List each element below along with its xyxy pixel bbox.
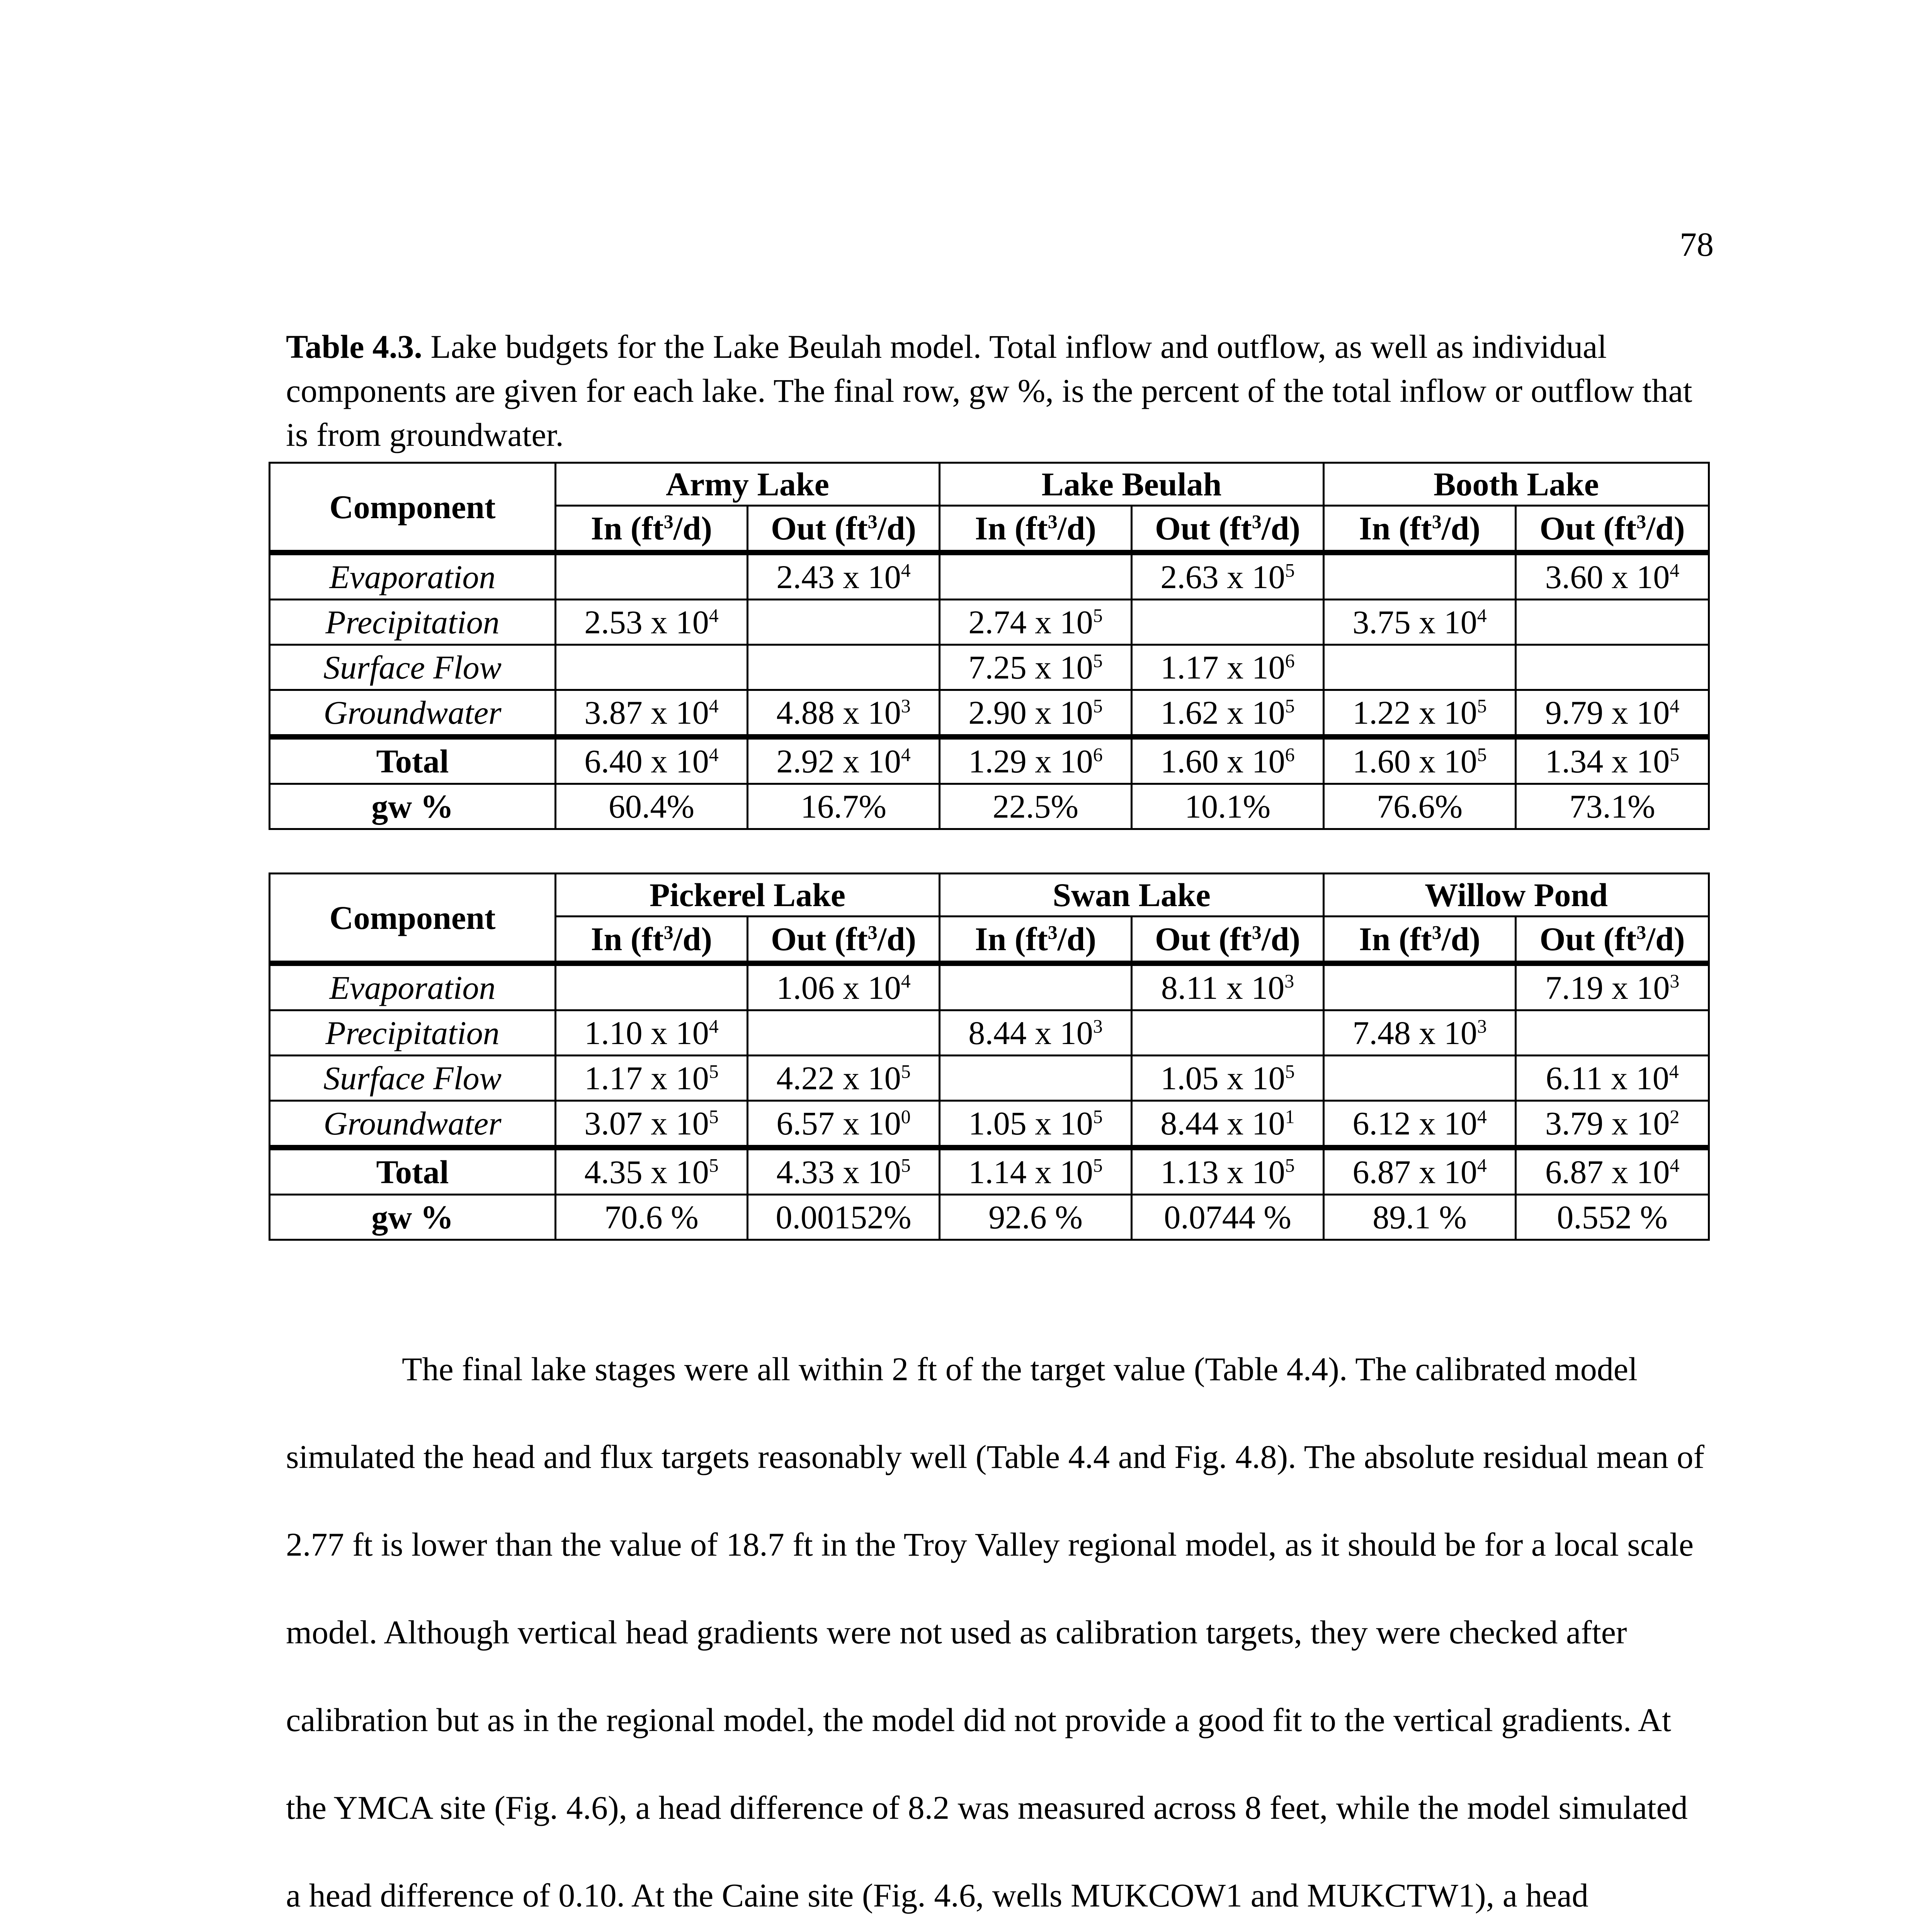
table-row	[270, 690, 1709, 737]
table-cell: 2.74 x $10^5$	[940, 600, 1132, 645]
table-cell	[1324, 553, 1516, 600]
table-caption	[286, 325, 1708, 457]
lake-header: Lake Beulah	[940, 463, 1324, 506]
table-cell: 6.57 x $10^0$	[748, 1101, 940, 1148]
column-header: Out $(ft^3/d)$	[1132, 506, 1324, 553]
table-cell: 89.1 %	[1324, 1195, 1516, 1240]
row-label: Surface Flow	[270, 645, 556, 690]
row-label: Groundwater	[270, 1101, 556, 1148]
column-header: In $(ft^3/d)$	[940, 506, 1132, 553]
column-header: Out $(ft^3/d)$	[748, 506, 940, 553]
column-header: In $(ft^3/d)$	[1324, 917, 1516, 964]
table-cell: 6.12 x $10^4$	[1324, 1101, 1516, 1148]
table-row	[270, 553, 1709, 600]
table-cell: 1.22 x $10^5$	[1324, 690, 1516, 737]
table-cell: 73.1%	[1516, 784, 1709, 829]
table-cell: 3.79 x $10^2$	[1516, 1101, 1709, 1148]
caption-text: Lake budgets for the Lake Beulah model. Total inflow and outflow, as well as individual components are given for each lake. The final row, gw %, is the percent of the total inflow or outflow that is from groundwater.	[286, 328, 1692, 453]
table-cell	[1132, 1010, 1324, 1056]
column-header: Out $(ft^3/d)$	[1132, 917, 1324, 964]
table-cell	[556, 963, 748, 1010]
lake-header: Army Lake	[556, 463, 940, 506]
column-header: In $(ft^3/d)$	[556, 506, 748, 553]
caption-label: Table 4.3.	[286, 328, 422, 365]
table-cell: 2.63 x $10^5$	[1132, 553, 1324, 600]
table-cell	[1516, 1010, 1709, 1056]
table-cell: 8.11 x $10^3$	[1132, 963, 1324, 1010]
row-label: Precipitation	[270, 1010, 556, 1056]
table-row	[270, 1101, 1709, 1148]
table-row	[270, 1148, 1709, 1195]
row-label: Evaporation	[270, 553, 556, 600]
table-row	[270, 600, 1709, 645]
table-cell: 1.10 x $10^4$	[556, 1010, 748, 1056]
table-cell: 1.29 x $10^6$	[940, 737, 1132, 784]
column-header: In $(ft^3/d)$	[940, 917, 1132, 964]
lake-budget-table-2	[269, 872, 1710, 1241]
table-cell: 7.25 x $10^5$	[940, 645, 1132, 690]
table-cell: 8.44 x $10^3$	[940, 1010, 1132, 1056]
table-cell: 7.19 x $10^3$	[1516, 963, 1709, 1010]
table-cell: 7.48 x $10^3$	[1324, 1010, 1516, 1056]
table-cell: 1.05 x $10^5$	[940, 1101, 1132, 1148]
lake-header: Swan Lake	[940, 874, 1324, 917]
row-label: Groundwater	[270, 690, 556, 737]
table-cell: 70.6 %	[556, 1195, 748, 1240]
table-row	[270, 1056, 1709, 1101]
table-cell: 0.0744 %	[1132, 1195, 1324, 1240]
table-cell: 8.44 x $10^1$	[1132, 1101, 1324, 1148]
table-cell: 92.6 %	[940, 1195, 1132, 1240]
table-cell	[1324, 963, 1516, 1010]
row-label: Evaporation	[270, 963, 556, 1010]
table-cell: 4.33 x $10^5$	[748, 1148, 940, 1195]
table-cell	[1516, 600, 1709, 645]
table-cell: 9.79 x $10^4$	[1516, 690, 1709, 737]
column-header: Out $(ft^3/d)$	[748, 917, 940, 964]
column-header: Out $(ft^3/d)$	[1516, 506, 1709, 553]
table-cell	[940, 963, 1132, 1010]
table-cell: 3.87 x $10^4$	[556, 690, 748, 737]
table-cell: 2.43 x $10^4$	[748, 553, 940, 600]
table-cell: 2.92 x $10^4$	[748, 737, 940, 784]
table-cell: 4.88 x $10^3$	[748, 690, 940, 737]
table-cell: 1.17 x $10^6$	[1132, 645, 1324, 690]
table-row	[270, 1195, 1709, 1240]
table-cell	[1324, 1056, 1516, 1101]
table-cell: 4.35 x $10^5$	[556, 1148, 748, 1195]
row-label: Total	[270, 737, 556, 784]
row-label: Total	[270, 1148, 556, 1195]
table-cell: 3.07 x $10^5$	[556, 1101, 748, 1148]
table-cell	[748, 645, 940, 690]
table-row	[270, 737, 1709, 784]
row-label: Surface Flow	[270, 1056, 556, 1101]
lake-header: Booth Lake	[1324, 463, 1709, 506]
table-cell: 1.34 x $10^5$	[1516, 737, 1709, 784]
table-row	[270, 963, 1709, 1010]
table-cell: 76.6%	[1324, 784, 1516, 829]
table-cell: 1.62 x $10^5$	[1132, 690, 1324, 737]
page-number: 78	[1680, 226, 1714, 264]
body-paragraph	[286, 1325, 1708, 1932]
lake-header: Pickerel Lake	[556, 874, 940, 917]
table-cell: 2.90 x $10^5$	[940, 690, 1132, 737]
table-cell: 4.22 x $10^5$	[748, 1056, 940, 1101]
table-cell: 1.60 x $10^6$	[1132, 737, 1324, 784]
table-cell: 1.60 x $10^5$	[1324, 737, 1516, 784]
table-cell: 3.60 x $10^4$	[1516, 553, 1709, 600]
table-cell: 6.11 x $10^4$	[1516, 1056, 1709, 1101]
table-cell	[940, 1056, 1132, 1101]
table-cell: 6.87 x $10^4$	[1516, 1148, 1709, 1195]
component-header: Component	[270, 874, 556, 964]
table-cell: 6.40 x $10^4$	[556, 737, 748, 784]
table-row	[270, 1010, 1709, 1056]
lake-budget-table-1	[269, 462, 1710, 830]
table-cell	[1132, 600, 1324, 645]
table-cell	[748, 1010, 940, 1056]
table-cell: 2.53 x $10^4$	[556, 600, 748, 645]
table-cell	[1516, 645, 1709, 690]
table-cell	[940, 553, 1132, 600]
table-row	[270, 645, 1709, 690]
table-cell: 1.14 x $10^5$	[940, 1148, 1132, 1195]
row-label: gw %	[270, 1195, 556, 1240]
table-cell: 6.87 x $10^4$	[1324, 1148, 1516, 1195]
table-cell	[556, 645, 748, 690]
table-cell: 1.06 x $10^4$	[748, 963, 940, 1010]
table-cell: 22.5%	[940, 784, 1132, 829]
body-paragraph-text: The final lake stages were all within 2 ft of the target value (Table 4.4). The calibrated model simulated the head and flux targets reasonably well (Table 4.4 and Fig. 4.8). The absolute residual mean of 2.77 ft is lower than the value of 18.7 ft in the Troy Valley regional model, as it should be for a local scale model. Although vertical head gradients were not used as calibration targets, they were checked after calibration but as in the regional model, the model did not provide a good fit to the vertical gradients. At the YMCA site (Fig. 4.6), a head difference of 8.2 was measured across 8 feet, while the model simulated a head difference of 0.10. At the Caine site (Fig. 4.6, wells MUKCOW1 and MUKCTW1), a head	[286, 1350, 1705, 1914]
row-label: gw %	[270, 784, 556, 829]
table-cell	[556, 553, 748, 600]
table-cell: 0.552 %	[1516, 1195, 1709, 1240]
table-cell	[1324, 645, 1516, 690]
table-cell	[748, 600, 940, 645]
column-header: In $(ft^3/d)$	[556, 917, 748, 964]
table-cell: 60.4%	[556, 784, 748, 829]
lake-header: Willow Pond	[1324, 874, 1709, 917]
table-cell: 16.7%	[748, 784, 940, 829]
table-cell: 1.05 x $10^5$	[1132, 1056, 1324, 1101]
column-header: In $(ft^3/d)$	[1324, 506, 1516, 553]
table-cell: 0.00152%	[748, 1195, 940, 1240]
column-header: Out $(ft^3/d)$	[1516, 917, 1709, 964]
component-header: Component	[270, 463, 556, 553]
table-cell: 10.1%	[1132, 784, 1324, 829]
row-label: Precipitation	[270, 600, 556, 645]
table-cell: 1.17 x $10^5$	[556, 1056, 748, 1101]
table-cell: 1.13 x $10^5$	[1132, 1148, 1324, 1195]
table-cell: 3.75 x $10^4$	[1324, 600, 1516, 645]
table-row	[270, 784, 1709, 829]
